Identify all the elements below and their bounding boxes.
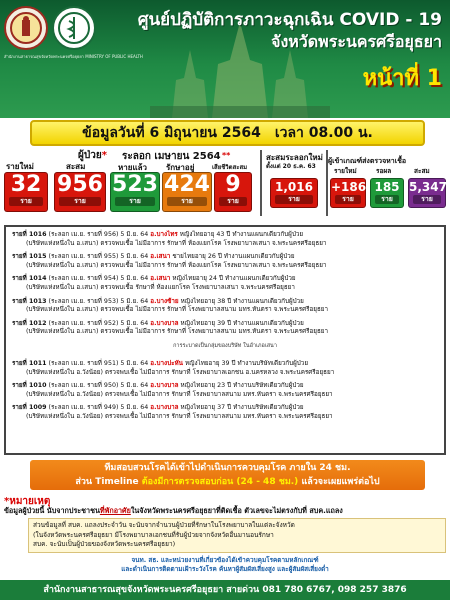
treating-label: รักษาอยู่ (166, 163, 195, 172)
case-entry (12, 404, 438, 421)
case-wave: (ระลอก เม.ย. รายที่ 954) 5 มิ.ย. 64 (48, 275, 149, 283)
case-line-1 (12, 298, 438, 307)
case-entry (12, 360, 438, 377)
warning-line1: ทีมสอบสวนโรคได้เข้าไปดำเนินการควบคุมโรค ภายใน 24 ชม. (104, 463, 351, 473)
case-group-1 (12, 231, 438, 337)
report-date: ข้อมูลวันที่ 6 มิถุนายน 2564 (82, 125, 261, 141)
case-id: รายที่ 1011 (12, 359, 47, 367)
entrants-heading: ผู้เข้าเกณฑ์ส่งตรวจหาเชื้อ (328, 157, 407, 165)
remark-box-line3: สบค. จะนับเป็นผู้ป่วยของจังหวัดพระนครศรีอยุธยา) (33, 540, 176, 548)
case-district: อ.บางซ้าย (150, 297, 179, 305)
case-id: รายที่ 1013 (12, 297, 47, 305)
cluster-note: การระบาดเป็นกลุ่มของบริษัท ในอำเภอเสนา (173, 342, 277, 349)
case-detail: หญิงไทยอายุ 23 ปี ทำงานบริษัทเดียวกับผู้ป่วย (180, 382, 304, 390)
case-wave: (ระลอก เม.ย. รายที่ 951) 5 มิ.ย. 64 (48, 359, 149, 367)
case-id: รายที่ 1015 (12, 253, 47, 261)
entrants-pending-box: 185 ราย (370, 178, 404, 208)
case-id: รายที่ 1016 (12, 231, 47, 238)
deaths-box: 9 ราย (214, 172, 252, 212)
deaths-marker: ** (222, 151, 231, 160)
case-line-2: (บริษัทแห่งหนึ่งใน อ.เสนา) ตรวจพบเชื้อ ไม่มีอาการ รักษาที่ ห้องแยกโรค โรงพยาบาลเสนา จ.พระนครศรีอยุธยา (26, 239, 327, 247)
case-district: อ.บางบาล (150, 382, 179, 390)
case-wave: (ระลอก เม.ย. รายที่ 949) 5 มิ.ย. 64 (48, 404, 149, 412)
case-wave: (ระลอก เม.ย. รายที่ 953) 5 มิ.ย. 64 (48, 297, 149, 305)
hotline-label: สายด่วน (226, 585, 260, 595)
footer-bar (0, 580, 450, 600)
entrants-pending-label: รอผล (376, 167, 392, 175)
case-line-2: (บริษัทแห่งหนึ่งใน อ.วังน้อย) ตรวจพบเชื้อ ไม่มีอาการ รักษาที่ โรงพยาบาลสนาม มทร.หันตรา จ.พระนครศรีอยุธยา (26, 412, 333, 420)
case-line-2: (บริษัทแห่งหนึ่งใน อ.เสนา) ตรวจพบเชื้อ รักษาที่ ห้องแยกโรค โรงพยาบาลเสนา จ.พระนครศรีอยุธยา (26, 283, 295, 291)
case-district: อ.บางไทร (150, 231, 178, 238)
cumulative-label: สะสม (66, 162, 86, 171)
case-group-2 (12, 360, 438, 422)
total-cumulative-sub: ตั้งแต่ 20 ธ.ค. 63 (266, 163, 316, 170)
case-district: อ.บางบาล (150, 404, 179, 412)
stats-divider (260, 150, 262, 216)
case-line-2: (บริษัทแห่งหนึ่งใน อ.เสนา) ตรวจพบเชื้อ ไม่มีอาการ รักษาที่ โรงพยาบาลสนาม มทร.หันตรา จ.พระนครศรีอยุธยา (26, 328, 329, 336)
case-entry (12, 298, 438, 315)
case-id: รายที่ 1014 (12, 275, 47, 283)
case-id: รายที่ 1009 (12, 404, 47, 412)
case-line-1 (12, 275, 438, 284)
case-line-1 (12, 382, 438, 391)
case-wave: (ระลอก เม.ย. รายที่ 950) 5 มิ.ย. 64 (48, 382, 149, 390)
case-line-1 (12, 231, 438, 240)
case-id: รายที่ 1012 (12, 319, 47, 327)
case-district: อ.เสนา (150, 253, 171, 261)
case-line-2: (บริษัทแห่งหนึ่งใน อ.วังน้อย) ตรวจพบเชื้อ ไม่มีอาการ รักษาที่ โรงพยาบาลสนาม มทร.หันตรา จ.พระนครศรีอยุธยา (26, 390, 333, 398)
case-wave: (ระลอก เม.ย. รายที่ 952) 5 มิ.ย. 64 (48, 319, 149, 327)
footer-office: สำนักงานสาธารณสุขจังหวัดพระนครศรีอยุธยา (43, 585, 224, 595)
center-title: ศูนย์ปฏิบัติการภาวะฉุกเฉิน COVID - 19 (137, 10, 442, 30)
case-wave: (ระลอก เม.ย. รายที่ 955) 5 มิ.ย. 64 (48, 253, 149, 261)
case-detail: ชายไทยอายุ 26 ปี ทำงานแผนกเดียวกับผู้ป่วย (172, 253, 295, 261)
recovered-box: 523 ราย (110, 172, 160, 212)
ddc-logo-icon (4, 6, 48, 50)
total-cumulative-box: 1,016 ราย (270, 178, 318, 208)
entrants-new-label: รายใหม่ (334, 167, 357, 175)
wave-heading: ระลอก เมษายน 2564 (122, 151, 221, 162)
case-line-2: (บริษัทแห่งหนึ่งใน อ.วังน้อย) ตรวจพบเชื้อ ไม่มีอาการ รักษาที่ โรงพยาบาลเอกชน อ.นครหลวง จ.พระนครศรีอยุธยา (26, 368, 335, 376)
remark-box-line2: (ในจังหวัดพระนครศรีอยุธยา มีโรงพยาบาลเอกชนที่รับผู้ป่วยจากจังหวัดอื่นมานอนรักษา (33, 530, 274, 539)
header-banner (0, 0, 450, 118)
case-detail: หญิงไทยอายุ 39 ปี ทำงานแผนกเดียวกับผู้ป่วย (180, 319, 304, 327)
case-detail: หญิงไทยอายุ 38 ปี ทำงานแผนกเดียวกับผู้ป่วย (180, 297, 304, 305)
remark-box-line1: ส่วนข้อมูลที่ สบค. แถลงประจำวัน จะนับจากจำนวนผู้ป่วยที่รักษาในโรงพยาบาลในแต่ละจังหวัด (33, 521, 295, 529)
case-line-2: (บริษัทแห่งหนึ่งใน อ.เสนา) ตรวจพบเชื้อ ไม่มีอาการ รักษาที่ โรงพยาบาลสนาม มทร.หันตรา จ.พระนครศรีอยุธยา (26, 306, 329, 314)
total-cumulative-heading: สะสมระลอกใหม่ (266, 153, 323, 162)
footer-info (0, 556, 450, 574)
case-wave: (ระลอก เม.ย. รายที่ 956) 5 มิ.ย. 64 (48, 231, 149, 238)
report-time: เวลา 08.00 น. (274, 125, 373, 141)
case-district: อ.บางปะหัน (150, 359, 183, 367)
cumulative-cases-box: 956 ราย (54, 172, 106, 212)
warning-banner (30, 460, 425, 490)
patients-heading: ผู้ป่วย* (78, 150, 107, 161)
case-line-2: (บริษัทแห่งหนึ่งใน อ.เสนา) ตรวจพบเชื้อ ไม่มีอาการ รักษาที่ ห้องแยกโรค โรงพยาบาลเสนา จ.พระนครศรีอยุธยา (26, 261, 327, 269)
case-detail: หญิงไทยอายุ 39 ปี ทำงานบริษัทเดียวกับผู้ป่วย (184, 359, 309, 367)
new-label: รายใหม่ (6, 162, 34, 171)
treating-box: 424 ราย (162, 172, 212, 212)
case-detail: หญิงไทยอายุ 43 ปี ทำงานแผนกเดียวกับผู้ป่วย (179, 231, 304, 238)
hotline-number: 081 780 6767, 098 257 3876 (262, 585, 407, 595)
case-list (4, 225, 446, 455)
remark-box (28, 518, 446, 553)
case-district: อ.บางบาล (150, 319, 179, 327)
entrants-new-box: +186 ราย (330, 178, 366, 208)
date-bar (30, 120, 425, 146)
page-number-label: หน้าที่ 1 (362, 66, 442, 91)
footer-info-line2: และดำเนินการติดตามเฝ้าระวังโรค ค้นหาผู้สัมผัสเสี่ยงสูง และผู้สัมผัสเสี่ยงต่ำ (121, 565, 329, 573)
warning-line2: ส่วน Timeline ต้องมีการตรวจสอบก่อน (24 - 48 ชม.) แล้วจะเผยแพร่ต่อไป (75, 477, 380, 487)
footer-info-line1: จนท. สธ. และหน่วยงานที่เกี่ยวข้องได้เข้าควบคุมโรคตามหลักเกณฑ์ (131, 556, 319, 564)
moph-logo-icon (52, 6, 96, 50)
deaths-label: เสียชีวิตสะสม (212, 164, 248, 171)
case-line-1 (12, 404, 438, 413)
case-entry (12, 253, 438, 270)
entrants-cumulative-label: สะสม (414, 167, 430, 175)
case-detail: หญิงไทยอายุ 37 ปี ทำงานบริษัทเดียวกับผู้ป่วย (180, 404, 304, 412)
case-entry (12, 275, 438, 292)
case-entry (12, 320, 438, 337)
case-id: รายที่ 1010 (12, 382, 47, 390)
remark-body: ข้อมูลผู้ป่วยนี้ นับจากประชาชนที่พักอาศัยในจังหวัดพระนครศรีอยุธยาที่ติดเชื้อ ตัวเลขจะไม่ตรงกับที่ สบค.แถลง (4, 506, 343, 515)
org-subtext: สำนักงานสาธารณสุขจังหวัดพระนครศรีอยุธยา MINISTRY OF PUBLIC HEALTH (4, 54, 143, 59)
case-line-1 (12, 360, 438, 369)
province-title: จังหวัดพระนครศรีอยุธยา (271, 32, 442, 51)
case-entry (12, 382, 438, 399)
entrants-cumulative-box: 5,347 ราย (408, 178, 446, 208)
case-line-1 (12, 253, 438, 262)
case-district: อ.เสนา (150, 275, 171, 283)
case-entry (12, 231, 438, 248)
remark-title: *หมายเหตุ (4, 496, 51, 507)
recovered-label: หายแล้ว (118, 163, 148, 172)
new-cases-box: 32 ราย (4, 172, 48, 212)
case-detail: หญิงไทยอายุ 24 ปี ทำงานแผนกเดียวกับผู้ป่วย (172, 275, 296, 283)
